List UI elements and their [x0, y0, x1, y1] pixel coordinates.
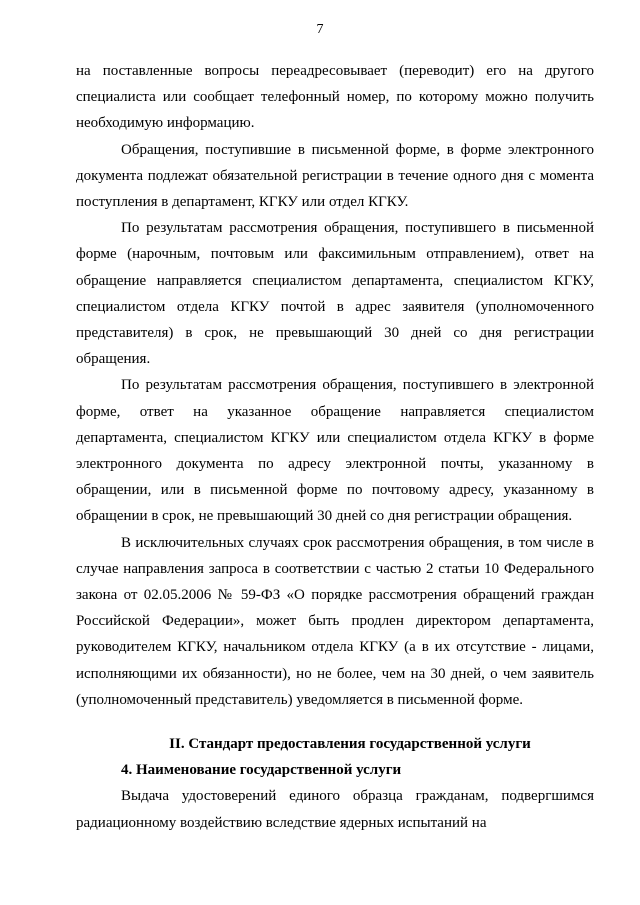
section-heading: II. Стандарт предоставления государственной услуги	[169, 736, 531, 753]
paragraph-written-response: По результатам рассмотрения обращения, поступившего в письменной форме (нарочным, почтовым или факсимильным отправлением), ответ на обращение направляется специалистом департамента, специалистом КГКУ, специалистом отдела КГКУ почтой в адрес заявителя (уполномоченного представителя) в срок, не превышающий 30 дней со дня регистрации обращения.	[76, 220, 594, 368]
paragraph-electronic-response: По результатам рассмотрения обращения, поступившего в электронной форме, ответ на указанное обращение направляется специалистом департамента, специалистом КГКУ или специалистом отдела КГКУ в форме электронного документа по адресу электронной почты, указанному в обращении, или в письменной форме по почтовому адресу, указанному в обращении в срок, не превышающий 30 дней со дня регистрации обращения.	[76, 377, 594, 525]
page-number: 7	[316, 22, 324, 37]
subsection-heading: 4. Наименование государственной услуги	[121, 762, 402, 779]
document-body	[76, 58, 594, 836]
paragraph-registration: Обращения, поступившие в письменной форме, в форме электронного документа подлежат обязательной регистрации в течение одного дня с момента поступления в департамент, КГКУ или отдел КГКУ.	[76, 141, 594, 211]
paragraph-service-name: Выдача удостоверений единого образца гражданам, подвергшимся радиационному воздействию вследствие ядерных испытаний на	[76, 788, 594, 831]
paragraph-extension: В исключительных случаях срок рассмотрения обращения, в том числе в случае направления запроса в соответствии с частью 2 статьи 10 Федерального закона от 02.05.2006 № 59-ФЗ «О порядке рассмотрения обращений граждан Российской Федерации», может быть продлен директором департамента, руководителем КГКУ, начальником отдела КГКУ (а в их отсутствие - лицами, исполняющими их обязанности), но не более, чем на 30 дней, о чем заявитель (уполномоченный представитель) уведомляется в письменной форме.	[76, 534, 594, 708]
paragraph-continuation: на поставленные вопросы переадресовывает (переводит) его на другого специалиста или сообщает телефонный номер, по которому можно получить необходимую информацию.	[76, 63, 594, 132]
